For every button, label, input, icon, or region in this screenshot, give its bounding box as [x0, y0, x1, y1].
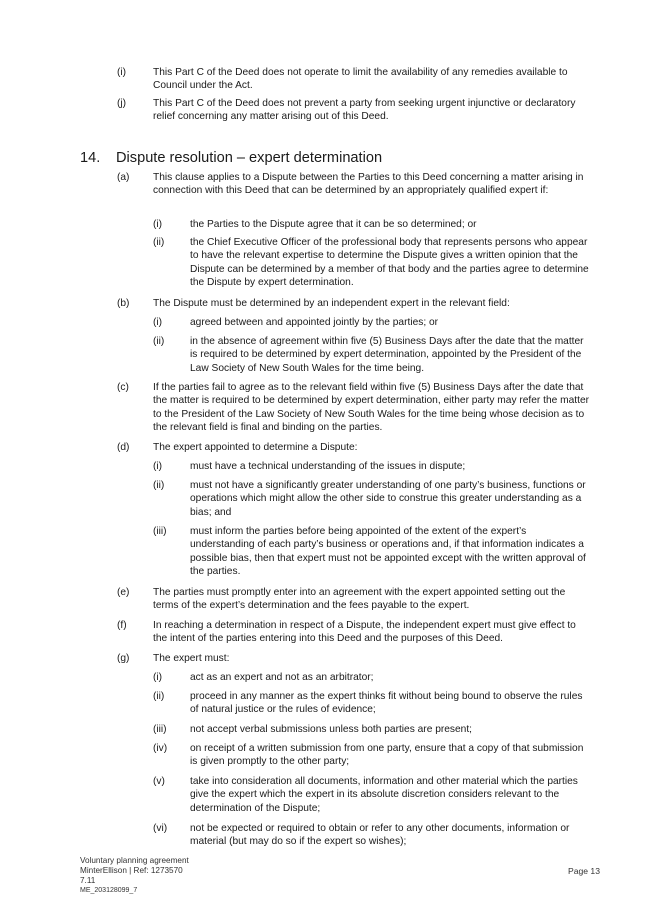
item-label: (ii) — [153, 480, 165, 491]
item-label: (c) — [117, 382, 129, 393]
item-label: (i) — [153, 317, 163, 328]
item-label: (iii) — [153, 724, 167, 735]
item-label: (f) — [117, 620, 127, 631]
footer-reference: MinterEllison | Ref: 1273570 — [80, 866, 183, 875]
item-label: (j) — [117, 98, 127, 109]
clause-number: 14. — [80, 150, 101, 166]
item-text: In reaching a determination in respect of a Dispute, the independent expert must give effect to the intent of the parties entering into this Deed and the purposes of this Deed. — [153, 620, 576, 645]
item-text: in the absence of agreement within five (5) Business Days after the date that the matter is required to be determined by expert determination, appointed by the President of the Law Society of New South Wales for the time being. — [190, 336, 584, 374]
item-text: must inform the parties before being appointed of the extent of the expert’s understanding of each party’s business or operations and, if that information indicates a possible bias, then that expert must not be appointed except with the written approval of the parties. — [190, 526, 586, 577]
page-footer — [80, 856, 189, 895]
item-text: This clause applies to a Dispute between the Parties to this Deed concerning a matter arising in connection with this Deed that can be determined by an appropriately qualified expert if: — [153, 172, 584, 197]
item-text: the Parties to the Dispute agree that it can be so determined; or — [190, 219, 477, 230]
item-label: (a) — [117, 172, 130, 183]
page-number: Page 13 — [567, 866, 600, 876]
clause-title: Dispute resolution – expert determination — [116, 150, 383, 166]
item-text: The expert must: — [153, 653, 230, 664]
item-text: must have a technical understanding of the issues in dispute; — [190, 461, 466, 472]
item-label: (iv) — [153, 743, 168, 754]
footer-document-id: ME_203128099_7 — [80, 887, 138, 894]
item-label: (ii) — [153, 237, 165, 248]
item-text: This Part C of the Deed does not operate to limit the availability of any remedies available to Council under the Act. — [153, 67, 568, 92]
item-text: This Part C of the Deed does not prevent a party from seeking urgent injunctive or declaratory relief concerning any matter arising out of this Deed. — [153, 98, 576, 123]
item-text: agreed between and appointed jointly by the parties; or — [190, 317, 439, 328]
item-label: (ii) — [153, 336, 165, 347]
item-text: proceed in any manner as the expert thinks fit without being bound to observe the rules of natural justice or the rules of evidence; — [190, 691, 583, 716]
item-label: (v) — [153, 776, 165, 787]
item-text: If the parties fail to agree as to the relevant field within five (5) Business Days after the date that the matter is required to be determined by expert determination, either party may refer the matter to the President of the Law Society of New South Wales for the time being whose decision as to the relevant field is final and binding on the parties. — [153, 382, 590, 433]
item-label: (i) — [153, 672, 163, 683]
item-text: on receipt of a written submission from one party, ensure that a copy of that submission is given promptly to the other party; — [190, 743, 584, 768]
item-text: take into consideration all documents, information and other material which the parties give the expert which the expert in its absolute discretion considers relevant to the determination of the Dispute; — [190, 776, 578, 814]
item-text: act as an expert and not as an arbitrator; — [190, 672, 374, 683]
item-text: not be expected or required to obtain or refer to any other documents, information or material (but may do so if the expert so wishes); — [190, 823, 570, 848]
item-text: not accept verbal submissions unless both parties are present; — [190, 724, 473, 735]
item-label: (i) — [117, 67, 127, 78]
item-label: (iii) — [153, 526, 167, 537]
item-label: (vi) — [153, 823, 168, 834]
item-text: The expert appointed to determine a Dispute: — [153, 442, 358, 453]
item-label: (i) — [153, 219, 163, 230]
item-text: The parties must promptly enter into an agreement with the expert appointed setting out the terms of the expert’s determination and the fees payable to the expert. — [153, 587, 566, 612]
item-text: the Chief Executive Officer of the professional body that represents persons who appear to have the relevant expertise to determine the Dispute gives a written opinion that the Dispute can be determined by a member of that body and the parties agree to determine the Dispute by expert determination. — [190, 237, 589, 288]
item-label: (g) — [117, 653, 130, 664]
footer-version: 7.11 — [80, 876, 96, 885]
item-text: must not have a significantly greater understanding of one party’s business, functions or operations which might allow the other side to construe this greater understanding as a bias; and — [190, 480, 586, 518]
item-label: (d) — [117, 442, 130, 453]
item-text: The Dispute must be determined by an independent expert in the relevant field: — [153, 298, 510, 309]
item-label: (e) — [117, 587, 130, 598]
footer-document-title: Voluntary planning agreement — [80, 856, 189, 865]
item-label: (ii) — [153, 691, 165, 702]
item-label: (b) — [117, 298, 130, 309]
item-label: (i) — [153, 461, 163, 472]
